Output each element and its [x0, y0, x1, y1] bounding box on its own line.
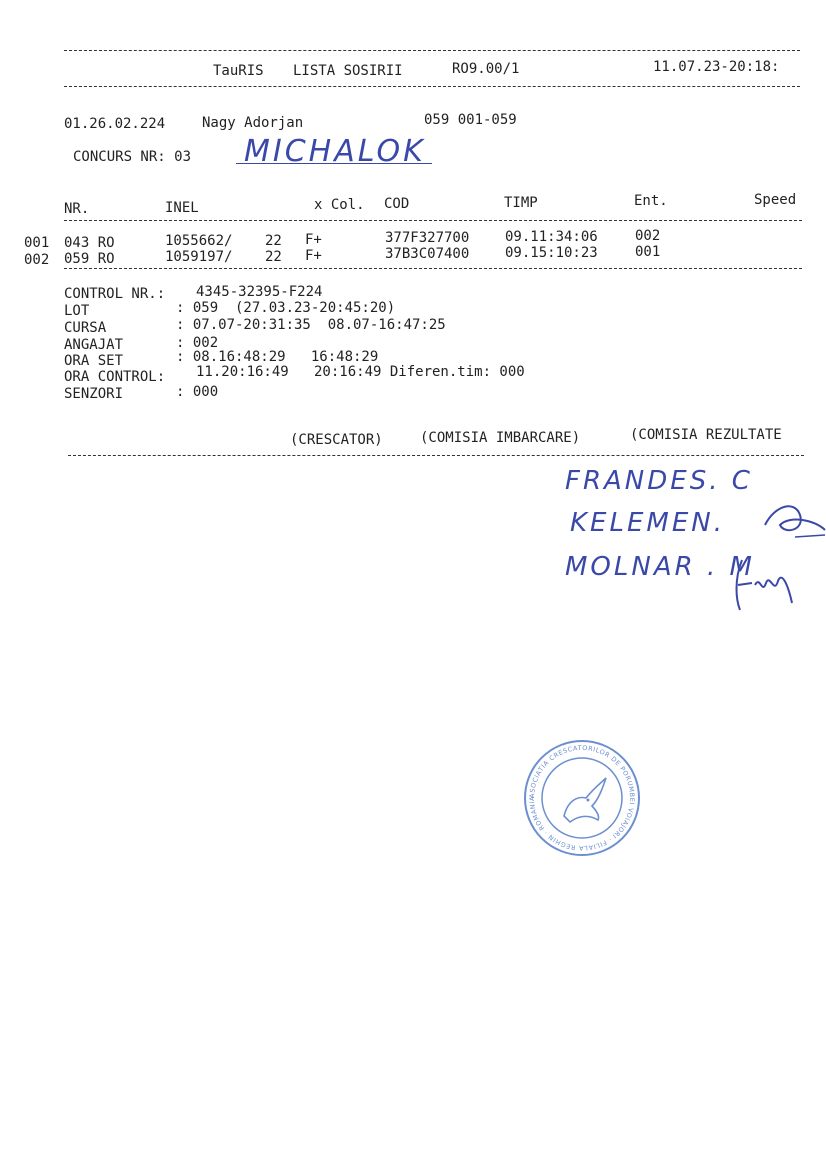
document-title: LISTA SOSIRII [293, 63, 403, 79]
col-header-cod: COD [384, 196, 410, 212]
document-code: RO9.00/1 [452, 61, 520, 77]
row-inel: 1055662/ [165, 233, 233, 249]
row-index: 001 [24, 235, 50, 251]
handwritten-name: MOLNAR . M [565, 552, 755, 582]
row-ent: 001 [635, 244, 661, 260]
detail-label: CONTROL NR.: [64, 286, 166, 302]
col-header-col: x Col. [314, 197, 365, 213]
header-divider [64, 86, 800, 87]
signature-rezultate: (COMISIA REZULTATE [630, 427, 782, 443]
row-cod: 377F327700 [385, 230, 470, 246]
row-inel: 1059197/ [165, 249, 233, 265]
row-timp: 09.15:10:23 [505, 245, 598, 261]
owner-id: 01.26.02.224 [64, 116, 166, 132]
detail-label: ANGAJAT [64, 337, 124, 353]
row-index: 002 [24, 252, 50, 268]
contest-underline [236, 163, 432, 164]
col-header-inel: INEL [165, 200, 199, 216]
row-nr: 043 RO [64, 235, 115, 251]
contest-label: CONCURS NR: 03 [73, 149, 192, 165]
table-bottom-divider [64, 268, 802, 269]
detail-value: : 07.07-20:31:35 08.07-16:47:25 [176, 317, 446, 333]
handwritten-name: KELEMEN. [570, 508, 725, 538]
row-year: 22 [265, 233, 282, 249]
signature-scribble [730, 555, 800, 615]
signature-scribble [755, 495, 826, 545]
signature-divider [68, 455, 804, 456]
signature-imbarcare: (COMISIA IMBARCARE) [420, 430, 581, 446]
col-header-nr: NR. [64, 201, 90, 217]
stamp-seal [522, 738, 642, 858]
detail-label: ORA CONTROL: [64, 369, 166, 385]
col-header-speed: Speed [754, 192, 797, 208]
row-nr: 059 RO [64, 251, 115, 267]
row-color: F+ [305, 232, 322, 248]
detail-value: : 08.16:48:29 16:48:29 [176, 349, 379, 365]
program-name: TauRIS [213, 63, 264, 79]
owner-numbers: 059 001-059 [424, 112, 517, 128]
row-color: F+ [305, 248, 322, 264]
stamp-text: ASOCIATIA CRESCATORILOR DE PORUMBEI VOIAJORI · FILIALA REGHIN · ROMANIA [527, 743, 637, 853]
detail-label: CURSA [64, 320, 107, 336]
detail-label: LOT [64, 303, 90, 319]
handwritten-name: FRANDES. C [565, 466, 753, 496]
detail-label: ORA SET [64, 353, 124, 369]
row-year: 22 [265, 249, 282, 265]
detail-value: : 002 [176, 335, 219, 351]
detail-value: 11.20:16:49 20:16:49 Diferen.tim: 000 [196, 364, 525, 380]
col-header-timp: TIMP [504, 195, 538, 211]
table-header-divider [64, 220, 802, 221]
signature-crescator: (CRESCATOR) [290, 432, 383, 448]
print-datetime: 11.07.23-20:18: [653, 59, 780, 75]
top-divider [64, 50, 800, 51]
row-timp: 09.11:34:06 [505, 229, 598, 245]
detail-value: : 059 (27.03.23-20:45:20) [176, 300, 396, 316]
detail-label: SENZORI [64, 386, 124, 402]
row-cod: 37B3C07400 [385, 246, 470, 262]
col-header-ent: Ent. [634, 193, 668, 209]
detail-value: 4345-32395-F224 [196, 284, 323, 300]
row-ent: 002 [635, 228, 661, 244]
owner-name: Nagy Adorjan [202, 115, 304, 131]
contest-place-handwritten: MICHALOK [244, 134, 426, 169]
detail-value: : 000 [176, 384, 219, 400]
